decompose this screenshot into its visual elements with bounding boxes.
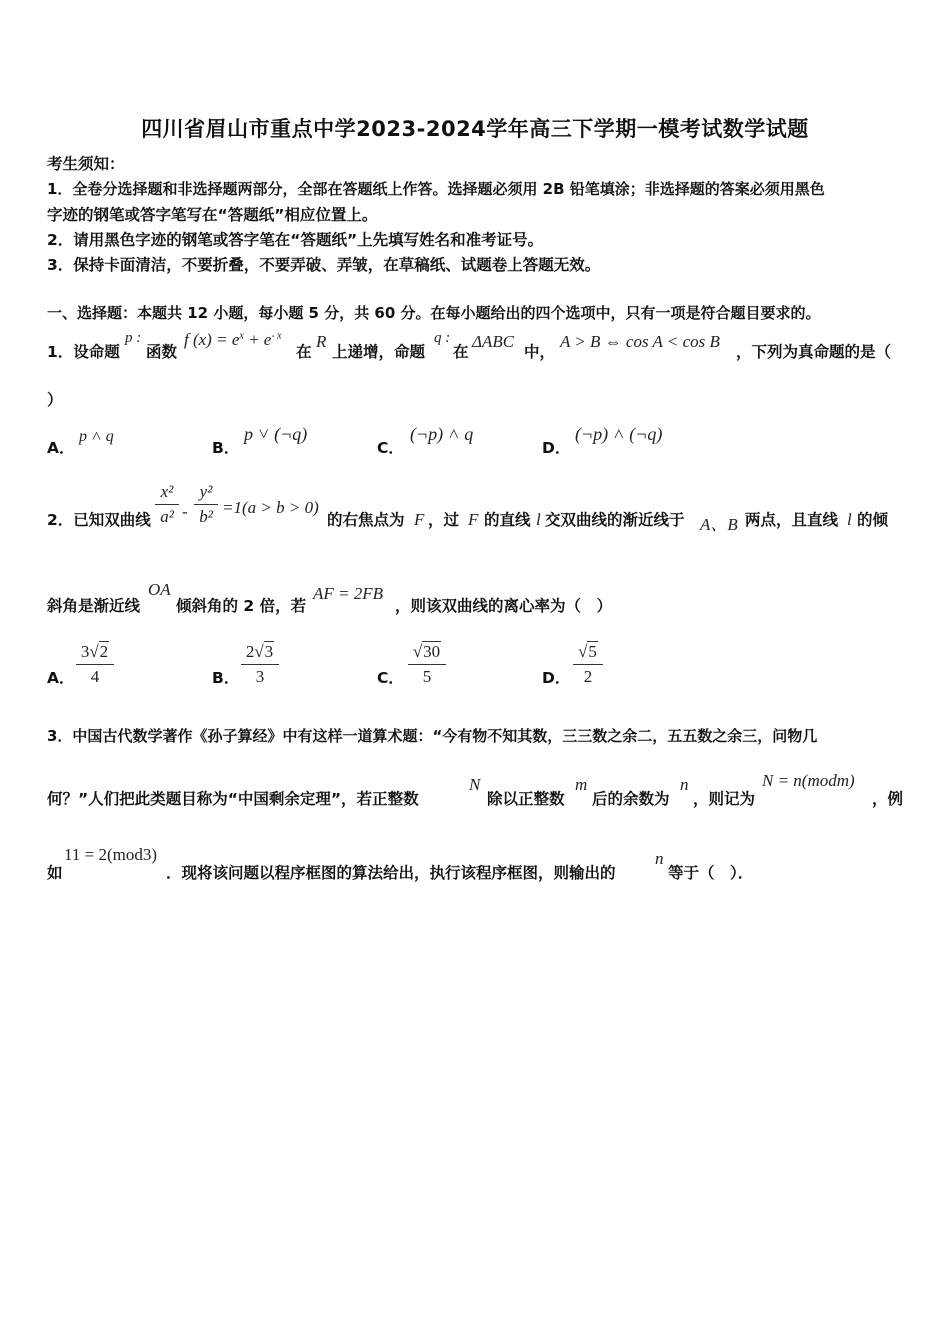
q1-close-paren: ） xyxy=(47,391,63,409)
q2-text-6: 两点，且直线 xyxy=(745,511,839,529)
q1-function: f $(x) = e^x + e^{- x}$ xyxy=(184,330,282,349)
q2-vector-relation: AF = 2FB xyxy=(313,584,384,603)
q2-equation: =1(a > b > 0) xyxy=(222,498,319,517)
notice-item-3: 3．保持卡面清洁，不要折叠，不要弄破、弄皱，在草稿纸、试题卷上答题无效。 xyxy=(47,256,601,274)
q3-text-6: 如 xyxy=(47,864,63,882)
q2-points-ab: A、B xyxy=(700,515,738,534)
q1-option-c-expr: (¬p) ˄ q xyxy=(410,424,474,444)
q2-option-d-letter: D． xyxy=(542,669,571,687)
notice-item-2: 2．请用黑色字迹的钢笔或答字笔在“答题纸”上先填写姓名和准考证号。 xyxy=(47,231,544,249)
q3-text-1: 何？”人们把此类题目称为“中国剩余定理”，若正整数 xyxy=(47,790,419,808)
q1-text-5: 在 xyxy=(453,343,469,361)
q2-line-l2: l xyxy=(847,510,852,529)
q2-text-1: 2．已知双曲线 xyxy=(47,511,151,529)
section-heading: 一、选择题：本题共 12 小题，每小题 5 分，共 60 分。在每小题给出的四个选项中，只有一项是符合题目要求的。 xyxy=(47,304,821,322)
q2-option-a-value: 3√2 4 xyxy=(76,642,114,687)
q3-text-8: 等于（ ）． xyxy=(668,864,754,882)
q1-triangle: ΔABC xyxy=(472,332,515,351)
q1-option-d-expr: (¬p) ˄ (¬q) xyxy=(575,424,663,444)
question-2 xyxy=(0,480,950,700)
q1-option-b-letter: B． xyxy=(212,439,240,457)
q2-option-c-value: √30 5 xyxy=(408,642,446,687)
q1-q-label: q : xyxy=(434,330,451,346)
q1-text-4: 上递增，命题 xyxy=(332,343,426,361)
q3-text-7: ．现将该问题以程序框图的算法给出，执行该程序框图，则输出的 xyxy=(166,864,616,882)
q3-n-output: n xyxy=(655,849,664,868)
q1-real-set: R xyxy=(316,332,327,351)
q2-option-d-value: √5 2 xyxy=(573,642,603,687)
q1-option-c-letter: C． xyxy=(377,439,404,457)
q2-line-l1: l xyxy=(536,510,541,529)
q2-option-c-letter: C． xyxy=(377,669,404,687)
q1-option-b-expr: p ˅ (¬q) xyxy=(244,424,308,444)
notice-item-1-line-2: 字迹的钢笔或答字笔写在“答题纸”相应位置上。 xyxy=(47,206,378,224)
q3-text-5: ，例 xyxy=(872,790,904,808)
q2-fraction-x: x² a² xyxy=(155,482,179,527)
q3-n: n xyxy=(680,775,689,794)
q3-text-4: ，则记为 xyxy=(693,790,756,808)
q1-text-2: 函数 xyxy=(146,343,178,361)
q1-p-label: p : xyxy=(125,330,142,346)
q2-text-5: 交双曲线的渐近线于 xyxy=(545,511,685,529)
q3-example: 11 = 2(mod3) xyxy=(64,845,158,864)
q1-condition: A > B ⇔ cos A < cos B xyxy=(560,332,720,351)
notice-item-1-line-1: 1．全卷分选择题和非选择题两部分，全部在答题纸上作答。选择题必须用 2B 铅笔填涂；非选择题的答案必须用黑色 xyxy=(47,180,825,198)
q2-text-4: 的直线 xyxy=(484,511,531,529)
q2-fraction-y: y² b² xyxy=(194,482,218,527)
q2-focus-f1: F xyxy=(414,510,425,529)
q1-text-1: 1．设命题 xyxy=(47,343,120,361)
q2-text-7: 的倾 xyxy=(857,511,889,529)
q1-option-a-expr: p ˄ q xyxy=(79,428,114,445)
q2-option-a-letter: A． xyxy=(47,669,75,687)
q1-option-d-letter: D． xyxy=(542,439,571,457)
q2-asymptote-oa: OA xyxy=(148,580,171,599)
question-1 xyxy=(0,330,950,470)
q2-minus: - xyxy=(182,502,188,521)
q2-text-3: ，过 xyxy=(428,511,460,529)
q2-text-9: 倾斜角的 2 倍，若 xyxy=(176,597,307,615)
q3-text-3: 后的余数为 xyxy=(592,790,670,808)
q2-option-b-letter: B． xyxy=(212,669,240,687)
q2-text-8: 斜角是渐近线 xyxy=(47,597,141,615)
q3-N: N xyxy=(469,775,481,794)
q3-mod-notation: N = n(modm) xyxy=(762,771,855,790)
q2-text-2: 的右焦点为 xyxy=(327,511,405,529)
q1-text-3: 在 xyxy=(296,343,312,361)
q1-option-a-letter: A． xyxy=(47,439,75,457)
q2-text-10: ，则该双曲线的离心率为（ ） xyxy=(395,597,613,615)
question-3 xyxy=(0,715,950,885)
q3-text-2: 除以正整数 xyxy=(487,790,565,808)
notice-heading: 考生须知： xyxy=(47,155,125,173)
q2-option-b-value: 2√3 3 xyxy=(241,642,279,687)
q1-text-6: 中， xyxy=(524,343,556,361)
q1-text-7: ，下列为真命题的是（ xyxy=(736,343,892,361)
q2-focus-f2: F xyxy=(468,510,479,529)
page-title: 四川省眉山市重点中学2023-2024学年高三下学期一模考试数学试题 xyxy=(141,117,809,141)
q3-m: m xyxy=(575,775,588,794)
q3-line-1: 3．中国古代数学著作《孙子算经》中有这样一道算术题：“今有物不知其数，三三数之余二，五五数之余三，问物几 xyxy=(47,727,818,745)
